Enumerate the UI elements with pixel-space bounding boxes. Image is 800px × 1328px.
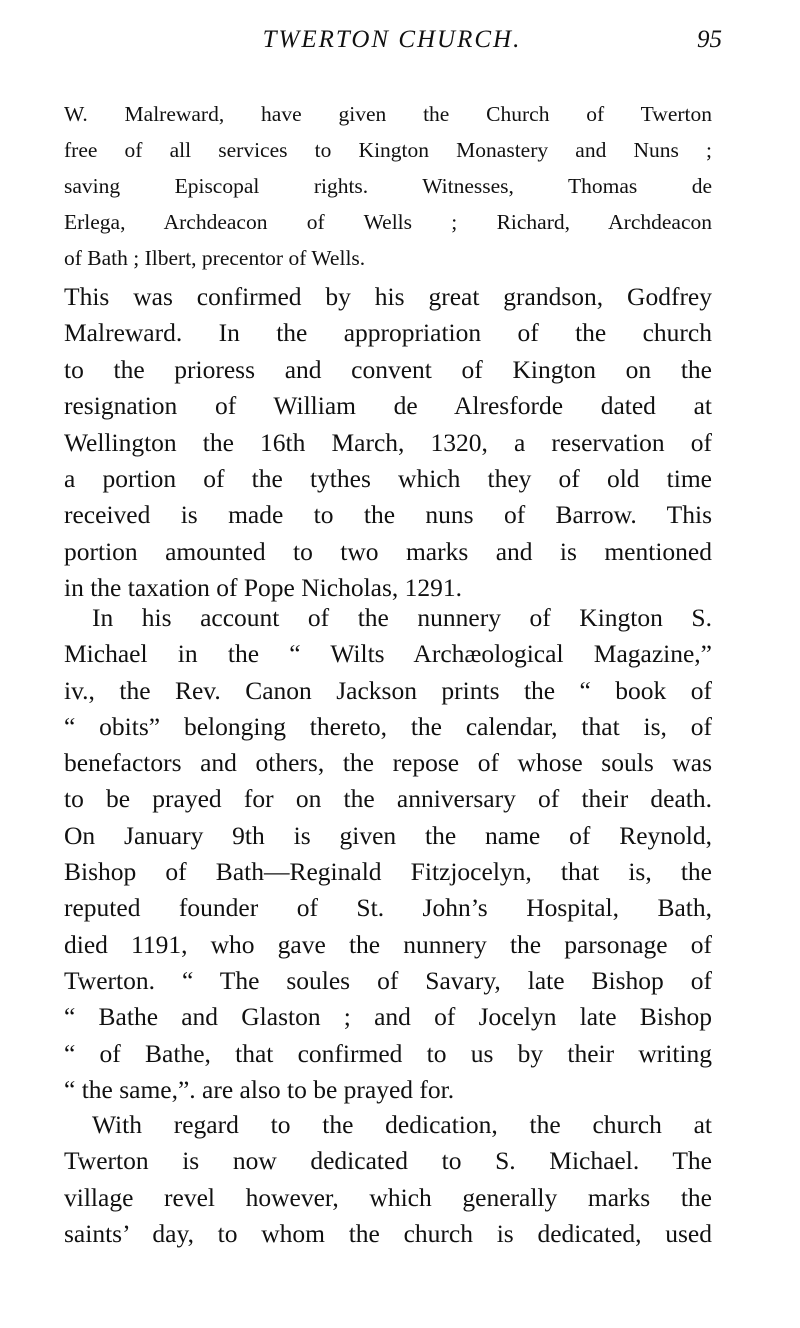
text-line: This was confirmed by his great grandson, Godfrey bbox=[64, 282, 712, 311]
text-line: Wellington the 16th March, 1320, a reservation of bbox=[64, 427, 712, 457]
text-line: With regard to the dedication, the church at bbox=[92, 1110, 712, 1139]
text-line: portion amounted to two marks and is mentioned bbox=[64, 536, 712, 566]
text-line: benefactors and others, the repose of whose souls was bbox=[64, 748, 712, 778]
text-line: to be prayed for on the anniversary of their death. bbox=[64, 784, 712, 814]
text-line: a portion of the tythes which they of old time bbox=[64, 464, 712, 494]
book-of-obits-paragraph bbox=[64, 600, 712, 1108]
text-line: to the prioress and convent of Kington on the bbox=[64, 354, 712, 384]
text-line: Twerton is now dedicated to S. Michael. The bbox=[64, 1146, 712, 1176]
text-line: of Bath ; Ilbert, precentor of Wells. bbox=[64, 246, 366, 270]
text-line: “ of Bathe, that confirmed to us by their writing bbox=[64, 1038, 712, 1068]
text-line: Erlega, Archdeacon of Wells ; Richard, Archdeacon bbox=[64, 210, 712, 234]
dedication-paragraph bbox=[64, 1107, 712, 1252]
text-line: “ obits” belonging thereto, the calendar, that is, of bbox=[64, 711, 712, 741]
text-line: On January 9th is given the name of Reynold, bbox=[64, 820, 712, 850]
running-head bbox=[62, 26, 722, 60]
text-line: reputed founder of St. John’s Hospital, Bath, bbox=[64, 893, 712, 923]
text-line: resignation of William de Alresforde dated at bbox=[64, 391, 712, 421]
text-line: “ Bathe and Glaston ; and of Jocelyn late Bishop bbox=[64, 1002, 712, 1032]
confirmation-paragraph bbox=[64, 279, 712, 607]
text-line: in the taxation of Pope Nicholas, 1291. bbox=[64, 573, 463, 603]
text-line: saving Episcopal rights. Witnesses, Thomas de bbox=[64, 174, 712, 198]
text-line: village revel however, which generally marks the bbox=[64, 1182, 712, 1212]
page-number: 95 bbox=[697, 26, 722, 53]
text-line: Twerton. “ The soules of Savary, late Bishop of bbox=[64, 965, 712, 995]
text-line: In his account of the nunnery of Kington S. bbox=[92, 603, 712, 632]
text-line: died 1191, who gave the nunnery the parsonage of bbox=[64, 929, 712, 959]
text-line: received is made to the nuns of Barrow. This bbox=[64, 500, 712, 530]
text-line: iv., the Rev. Canon Jackson prints the “ book of bbox=[64, 675, 712, 705]
text-line: free of all services to Kington Monastery and Nuns ; bbox=[64, 138, 712, 162]
text-line: W. Malreward, have given the Church of Twerton bbox=[64, 102, 712, 126]
running-title: TWERTON CHURCH. bbox=[262, 26, 522, 53]
text-line: Bishop of Bath—Reginald Fitzjocelyn, that is, the bbox=[64, 857, 712, 887]
text-line: “ the same,”. are also to be prayed for. bbox=[64, 1074, 455, 1104]
quoted-charter-paragraph bbox=[64, 96, 712, 276]
text-line: saints’ day, to whom the church is dedicated, used bbox=[64, 1218, 712, 1248]
text-line: Michael in the “ Wilts Archæological Magazine,” bbox=[64, 639, 712, 669]
text-line: Malreward. In the appropriation of the church bbox=[64, 318, 712, 348]
